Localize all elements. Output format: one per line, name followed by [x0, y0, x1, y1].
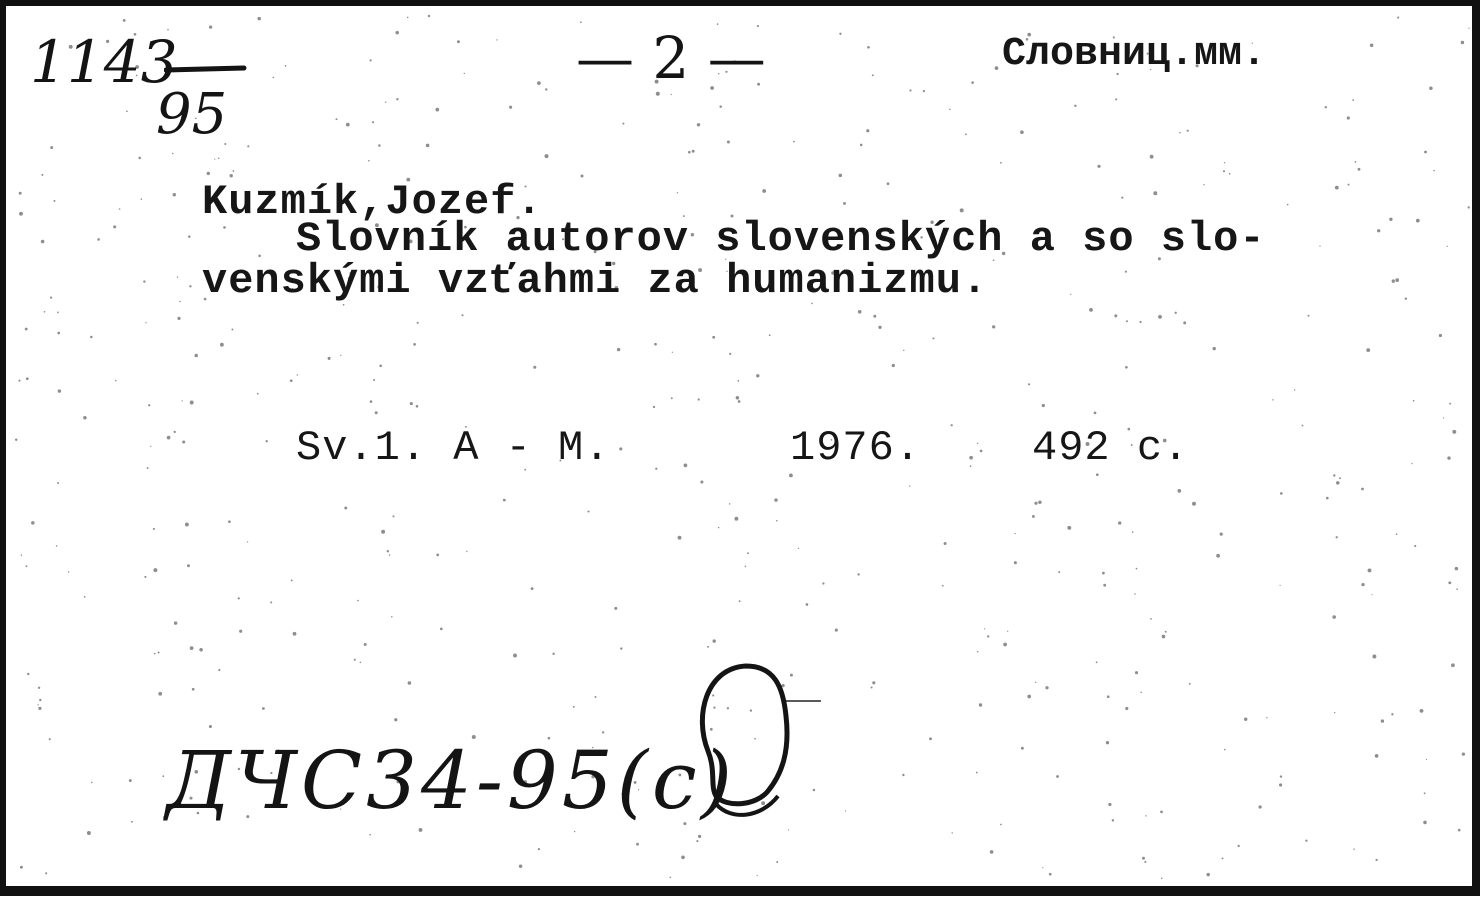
- page-count: 492 c.: [1032, 424, 1190, 472]
- inventory-note: ДЧС34-95(с): [166, 734, 736, 827]
- shelfmark-fraction-line: [164, 64, 248, 76]
- volume-info: Sv.1. A - M.: [296, 424, 611, 472]
- title-line-2: venskými vzťahmi za humanizmu.: [202, 257, 989, 305]
- shelfmark-denominator: 95: [156, 82, 228, 147]
- page-number: — 2 —: [576, 24, 766, 92]
- category-label: Словниц.мм.: [1002, 32, 1267, 77]
- author-line: Kuzmík,Jozef.: [202, 178, 543, 226]
- title-line-1: Slovník autorov slovenských a so slo-: [296, 215, 1266, 263]
- publication-year: 1976.: [790, 424, 922, 472]
- shelfmark-number: 1143: [30, 28, 178, 96]
- handwritten-loop-mark: [686, 656, 826, 826]
